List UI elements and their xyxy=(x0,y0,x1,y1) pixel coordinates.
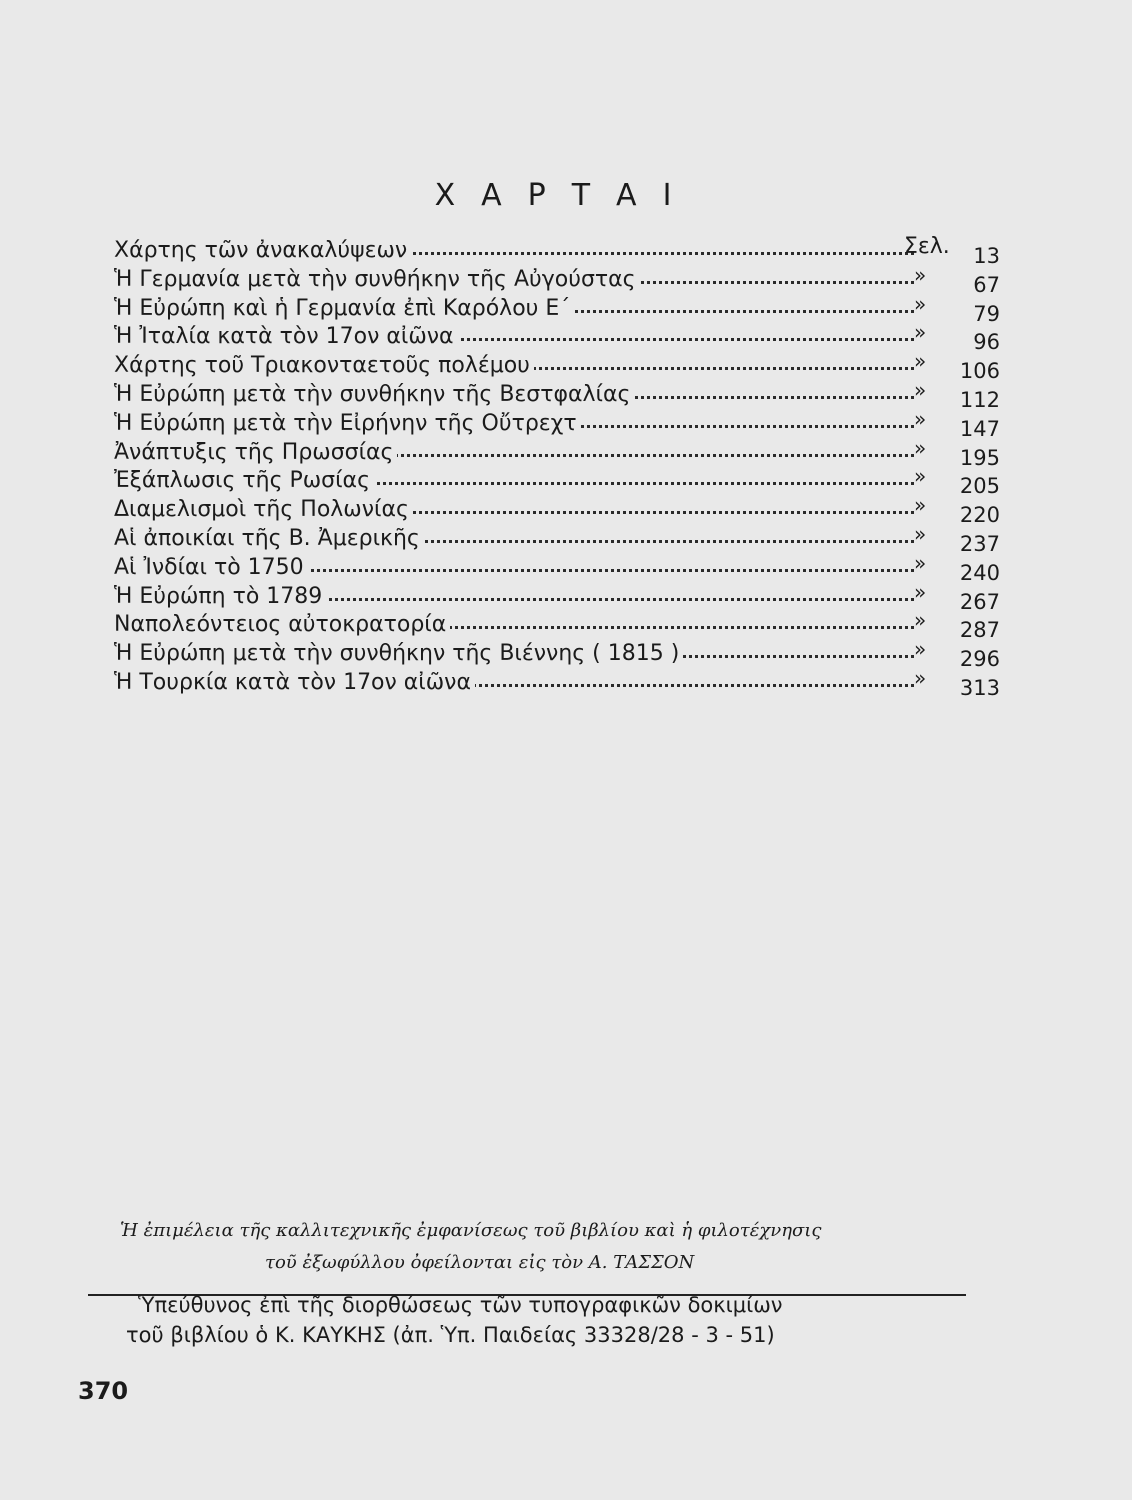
toc-row xyxy=(114,377,1024,412)
toc-entry-title: Ἡ Εὐρώπη τὸ 1789 xyxy=(114,584,326,609)
toc-entry-page: 79 xyxy=(973,301,1000,326)
ditto-mark: » xyxy=(914,349,927,374)
toc-entry-page: 267 xyxy=(959,589,1000,614)
toc-row xyxy=(114,464,1024,499)
toc-entry-title: Αἱ ἀποικίαι τῆς Β. Ἀμερικῆς xyxy=(114,526,424,551)
proofreading-note xyxy=(126,1290,946,1350)
toc-entry-page: 220 xyxy=(959,503,1000,528)
design-credit xyxy=(100,1215,980,1279)
toc-entry-page: 237 xyxy=(959,531,1000,556)
design-credit-line: τοῦ ἐξωφύλλου ὀφείλονται εἰς τὸν Α. ΤΑΣΣΟΝ xyxy=(265,1252,695,1273)
toc-entry-title: Ἐξάπλωσις τῆς Ρωσίας xyxy=(114,468,374,493)
ditto-mark: » xyxy=(914,464,927,489)
toc-entry-page: 112 xyxy=(959,387,1000,412)
toc-entry-title: Ἀνάπτυξις τῆς Πρωσσίας xyxy=(114,440,397,465)
page-title: ΧΑΡΤΑΙ xyxy=(434,178,698,213)
ditto-mark: » xyxy=(914,320,927,345)
toc-entry-title: Ναπολεόντειος αὐτοκρατορία xyxy=(114,612,450,637)
toc-entry-page: 313 xyxy=(959,675,1000,700)
ditto-mark: » xyxy=(914,406,927,431)
toc-row xyxy=(114,579,1024,614)
toc-row xyxy=(114,435,1024,470)
page-abbrev-label: Σελ. xyxy=(904,234,950,259)
toc-entry-page: 296 xyxy=(959,647,1000,672)
toc-entry-page: 106 xyxy=(959,359,1000,384)
design-credit-line: Ἡ ἐπιμέλεια τῆς καλλιτεχνικῆς ἐμφανίσεως τοῦ βιβλίου καὶ ἡ φιλοτέχνησις xyxy=(120,1220,822,1241)
toc-entry-title: Ἡ Εὐρώπη μετὰ τὴν συνθήκην τῆς Βεστφαλίας xyxy=(114,382,634,407)
ditto-mark: » xyxy=(914,665,927,690)
maps-index xyxy=(114,234,1024,700)
ditto-mark: » xyxy=(914,521,927,546)
toc-entry-title: Αἱ Ἰνδίαι τὸ 1750 xyxy=(114,555,308,580)
ditto-mark: » xyxy=(914,377,927,402)
ditto-mark: » xyxy=(914,435,927,460)
toc-entry-title: Χάρτης τῶν ἀνακαλύψεων xyxy=(114,238,411,263)
toc-entry-title: Χάρτης τοῦ Τριακονταετοῦς πολέμου xyxy=(114,353,534,378)
ditto-mark: » xyxy=(914,550,927,575)
toc-entry-page: 205 xyxy=(959,474,1000,499)
ditto-mark: » xyxy=(914,291,927,316)
toc-row xyxy=(114,608,1024,643)
toc-row xyxy=(114,493,1024,528)
toc-entry-title: Ἡ Ἰταλία κατὰ τὸν 17ον αἰῶνα xyxy=(114,324,458,349)
toc-row xyxy=(114,550,1024,585)
toc-row xyxy=(114,349,1024,384)
toc-entry-title: Ἡ Τουρκία κατὰ τὸν 17ον αἰῶνα xyxy=(114,670,475,695)
toc-row xyxy=(114,637,1024,672)
toc-entry-page: 13 xyxy=(973,244,1000,268)
toc-entry-page: 67 xyxy=(973,272,1000,297)
ditto-mark: » xyxy=(914,579,927,604)
toc-row xyxy=(114,291,1024,326)
ditto-mark: » xyxy=(914,262,927,287)
ditto-mark: » xyxy=(914,493,927,518)
toc-row xyxy=(114,406,1024,441)
proofreading-line: Ὑπεύθυνος ἐπὶ τῆς διορθώσεως τῶν τυπογραφικῶν δοκιμίων xyxy=(138,1293,783,1317)
toc-entry-page: 96 xyxy=(973,330,1000,355)
toc-entry-page: 147 xyxy=(959,416,1000,441)
toc-row xyxy=(114,234,1024,268)
toc-row xyxy=(114,320,1024,355)
toc-entry-title: Ἡ Εὐρώπη μετὰ τὴν συνθήκην τῆς Βιέννης ( 1815 ) xyxy=(114,641,683,666)
toc-entry-title: Ἡ Γερμανία μετὰ τὴν συνθήκην τῆς Αὐγούστας xyxy=(114,267,640,292)
toc-entry-page: 240 xyxy=(959,560,1000,585)
ditto-mark: » xyxy=(914,637,927,662)
toc-entry-page: 287 xyxy=(959,618,1000,643)
toc-entry-title: Διαμελισμοὶ τῆς Πολωνίας xyxy=(114,497,413,522)
toc-entry-page: 195 xyxy=(959,445,1000,470)
toc-row xyxy=(114,262,1024,297)
toc-entry-title: Ἡ Εὐρώπη καὶ ἡ Γερμανία ἐπὶ Καρόλου Ε΄ xyxy=(114,296,574,321)
page-number: 370 xyxy=(78,1377,129,1405)
toc-row xyxy=(114,665,1024,700)
toc-entry-title: Ἡ Εὐρώπη μετὰ τὴν Εἰρήνην τῆς Οὔτρεχτ xyxy=(114,411,581,436)
proofreading-line: τοῦ βιβλίου ὁ Κ. ΚΑΥΚΗΣ (ἀπ. Ὑπ. Παιδείας 33328/28 - 3 - 51) xyxy=(126,1323,775,1347)
ditto-mark: » xyxy=(914,608,927,633)
toc-row xyxy=(114,521,1024,556)
